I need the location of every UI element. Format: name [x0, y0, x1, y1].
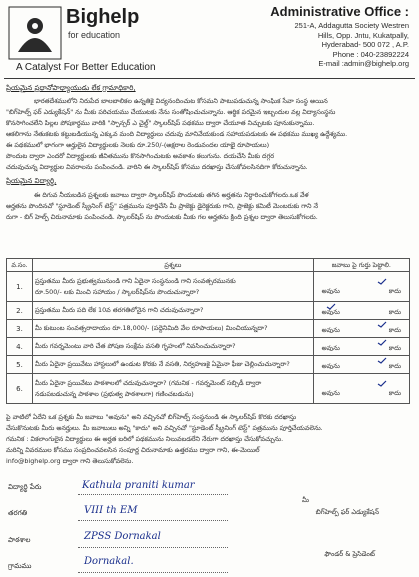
answer-cell[interactable]	[313, 272, 409, 302]
row-number: 1.	[7, 272, 33, 302]
table-header-row	[7, 259, 410, 272]
signature-organization: బిగ్‌హెల్ప్ ఫర్ ఎడ్యుకేషన్	[315, 508, 379, 516]
question-text	[33, 272, 314, 302]
checkmark-icon	[377, 278, 387, 285]
school-label: పాఠశాల	[8, 536, 31, 544]
answer-cell[interactable]	[313, 320, 409, 338]
question-text	[33, 356, 314, 374]
paragraph-line: ఆకలిగాను నేతుకటకు కట్టుబడియున్న ఎక్కువ మంది విద్యార్థులు చదువు మానివేయకుండ సహాయపడుటకు ఈ పథకము ముఖ్య ఉద్దేశ్యము.	[6, 130, 348, 138]
yes-option[interactable]: అవును	[321, 361, 340, 370]
footer-notes	[6, 412, 413, 467]
address-phone: Phone : 040-23892224	[332, 49, 409, 59]
row-number: 6.	[7, 374, 33, 404]
answer-cell[interactable]	[313, 302, 409, 320]
footer-line: పై వాటిలో ఏదేని ఒక ప్రశ్నకు మీ జవాబు "అవును" అని వచ్చినచో బిగ్‌హెల్ప్ సంస్థనుండి ఈ స్కాలర్‌షిప్ కొరకు దరఖాస్తు	[6, 413, 297, 421]
paragraph-line: చదువుచున్న విద్యార్థుల వివరాలను పంపించండి. వారిని ఈ స్కాలర్‌షిప్ కోసము దరఖాస్తు చేసుకోవలసినదిగా కోరుచున్నాను.	[6, 163, 308, 171]
yes-option[interactable]: అవును	[321, 286, 340, 295]
signature-title: ఫౌండర్ & ప్రెసిడెంట్	[324, 550, 375, 558]
col-answer: జవాబు పై గుర్తు పెట్టాలి.	[313, 259, 409, 272]
student-name-value[interactable]: Kathula praniti kumar	[82, 480, 195, 491]
no-option[interactable]: కాదు	[388, 343, 401, 352]
table-row	[7, 302, 410, 320]
question-line: ప్రస్తుతము మీరు పది లేక 10వ తరగతిలోనైన గాని చదువుచున్నారా?	[35, 306, 204, 314]
office-address	[294, 21, 409, 69]
row-number: 3.	[7, 320, 33, 338]
address-line: 251-A, Addagutta Society Westren	[294, 21, 409, 30]
yes-option[interactable]: అవును	[321, 307, 340, 316]
paragraph-line: "బిగ్‌హెల్ప్ ఫర్ ఎడ్యుకేషన్" ను మీకు పరిచయము చేయుటకు నేను సంతోషించుచున్నాను. ఆర్థిక పరమైన ఇబ్బందుల వల్ల విద్యాసంస్థను	[6, 108, 336, 116]
class-value[interactable]: VIII th EM	[84, 505, 138, 516]
address-line: Hyderabad- 500 072 , A.P.	[321, 40, 409, 50]
footer-line: మరిన్ని వివరముల కోసము సంప్రదించవలసిన సంపూర్ణ చిరునామాకు ఉత్తరము ద్వారా గాని, ఈ-మెయిల్	[6, 446, 260, 454]
table-row	[7, 320, 410, 338]
paragraph-line: ఈ పథకములో భాగంగా అర్హులైన విద్యార్థులకు నెలకు రూ.250/-(అక్షరాల రెండువందల యాభై రూపాయలు)	[6, 141, 270, 149]
footer-line: info@bighelp.org ద్వారా గాని తెలుసుకోవలెను.	[6, 457, 134, 465]
no-option[interactable]: కాదు	[388, 286, 401, 295]
yes-option[interactable]: అవును	[321, 343, 340, 352]
table-row	[7, 374, 410, 404]
answer-cell[interactable]	[313, 374, 409, 404]
footer-line: చేసుకొనుటకు మీరు అనర్హులు. మీ జవాబులు అన్ని "కాదు" అని వచ్చినచో "స్టూడెంట్ స్క్రీనింగ్ టెస్ట్" పత్రమును పూర్తిచేయవలెను.	[6, 424, 323, 432]
checkmark-icon	[377, 339, 387, 346]
checkmark-icon	[326, 303, 336, 310]
answer-cell[interactable]	[313, 356, 409, 374]
col-serial-number: వ.సం.	[7, 259, 33, 272]
intro-paragraph	[6, 96, 413, 173]
instructions-paragraph	[6, 190, 413, 223]
paragraph-line: రుగా - బిగ్ హెల్ప్ చిరునామాకు పంపించండి. స్కాలర్‌షిప్ ను పొందుటకు మీకు గల అర్హతను క్రింది ప్రశ్నల ద్వారా తెలుసుకోగలరు.	[6, 213, 318, 221]
col-question: ప్రశ్నలు	[33, 259, 314, 272]
paragraph-line: భారతదేశములోని నిరుపేద బాలబాలికల ఉన్నతికై విద్యనందించుట కోసమని పాటుపడుచున్న సాంఘిక సేవా సంస్థ అయిన	[34, 97, 328, 105]
no-option[interactable]: కాదు	[388, 307, 401, 316]
brand-name: Bighelp	[66, 6, 140, 28]
paragraph-line: అర్హతను పొందినచో "స్టూడెంట్ స్క్రీనింగ్ టెస్ట్" పత్రమును పూర్తిచేసి మీ ప్రాజెక్టు డైరెక్టరుకు గాని, ప్రాజెక్టు కమిటీ మెంబరుకు గాని నే	[6, 202, 318, 210]
table-row	[7, 272, 410, 302]
header-divider	[4, 78, 415, 79]
no-option[interactable]: కాదు	[388, 388, 401, 397]
question-line: నడుపబడుచున్న పాఠశాల (ప్రభుత్వ పాఠశాలగా) గణించబడును)	[35, 389, 194, 398]
question-line: రూ.500/- లకు మించి సహాయం / స్కాలర్‌షిప్‌ను పొందుచున్నారా?	[35, 287, 200, 296]
yes-option[interactable]: అవును	[321, 325, 340, 334]
school-line	[78, 547, 228, 548]
village-value[interactable]: Dornakal.	[84, 556, 134, 567]
class-line	[78, 520, 228, 521]
question-line: మీరు గవర్నమెంటు వారి చేత పోషణ సంక్షేమ వసతి గృహంలో నివసించుచున్నారా?	[35, 342, 236, 350]
signature-greeting: మీ	[302, 496, 309, 504]
village-label: గ్రామము	[8, 562, 32, 570]
bighelp-logo-icon	[8, 6, 62, 60]
row-number: 2.	[7, 302, 33, 320]
class-label: తరగతి	[8, 509, 28, 517]
catalyst-line: A Catalyst For Better Education	[16, 62, 156, 73]
question-line: మీరు ఏదైనా ప్రయివేటు పాఠశాలలో చదువుచున్నారా? (గమనిక - గవర్నమెంట్ సబ్సిడీ ద్వారా	[35, 378, 262, 387]
question-text	[33, 338, 314, 356]
paragraph-line: కొనసాగించలేని పిల్లల పోషకార్థము వారికి "స్పాన్సర్ ఎ చైల్డ్" స్కాలర్‌షిప్ పథకము ద్వారా చేయూత నిచ్చుటకు పూనుకున్నాము.	[6, 119, 315, 127]
address-line: Hills, Opp. Jntu, Kukatpally,	[317, 30, 409, 40]
village-line	[78, 572, 228, 573]
paragraph-line: ఈ దిగువ నీయబడిన ప్రశ్నలకు జవాబు ద్వారా స్కాలర్‌షిప్ పొందుటకు తగిన అర్హతను నిర్ధారించుకోగలరు.ఒక వేళ	[34, 191, 309, 199]
address-email: E-mail :admin@bighelp.org	[318, 59, 409, 69]
row-number: 4.	[7, 338, 33, 356]
row-number: 5.	[7, 356, 33, 374]
question-text	[33, 302, 314, 320]
no-option[interactable]: కాదు	[388, 361, 401, 370]
student-name-label: విద్యార్థి పేరు	[8, 483, 42, 491]
no-option[interactable]: కాదు	[388, 325, 401, 334]
paragraph-line: పొందుట ద్వారా ఎందరో విద్యార్థులకు జీవితమును కొనసాగించుటకు అవకాశం కలుగును. దయచేసి మీకు దగ్గర	[6, 152, 275, 160]
eligibility-table	[6, 258, 410, 404]
question-text	[33, 374, 314, 404]
office-title: Administrative Office :	[270, 4, 409, 19]
question-line: మీ కుటుంబ సంవత్సరాదాయం రూ.18,000/- (పద్దెనిమిది వేల రూపాయలు) మించియున్నదా?	[35, 324, 268, 332]
yes-option[interactable]: అవును	[321, 388, 340, 397]
footer-line: గమనిక : వికలాంగులైన విద్యార్థులు ఈ అర్హత బరిలో పథకమును నిలువబడలేని నేరుగా దరఖాస్తు చేసుకోవచ్చును.	[6, 435, 284, 443]
question-text	[33, 320, 314, 338]
checkmark-icon	[377, 357, 387, 364]
student-name-line	[78, 494, 228, 495]
salutation-headmaster: ప్రియమైన ప్రధానోపాధ్యాయుడు లేక గ్రామాధికారి,	[6, 84, 136, 92]
school-value[interactable]: ZPSS Dornakal	[84, 531, 161, 542]
checkmark-icon	[377, 321, 387, 328]
table-row	[7, 338, 410, 356]
checkmark-icon	[377, 380, 387, 387]
question-line: ప్రస్తుతము మీరు ప్రభుత్వమునుండి గాని ఏదైనా సంస్థనుండి గాని సంవత్సరమునకు	[35, 276, 236, 285]
salutation-student: ప్రియమైన విద్యార్థి,	[6, 177, 57, 185]
table-row	[7, 356, 410, 374]
question-line: మీరు ఏదైనా ప్రయివేటు హాస్టలులో ఉండుట కొరకు నే వసతి, నిర్వహణకై ఏమైనా ఫీజు చెల్లించుచున్నారా?	[35, 360, 290, 368]
answer-cell[interactable]	[313, 338, 409, 356]
brand-tagline: for education	[68, 30, 121, 40]
